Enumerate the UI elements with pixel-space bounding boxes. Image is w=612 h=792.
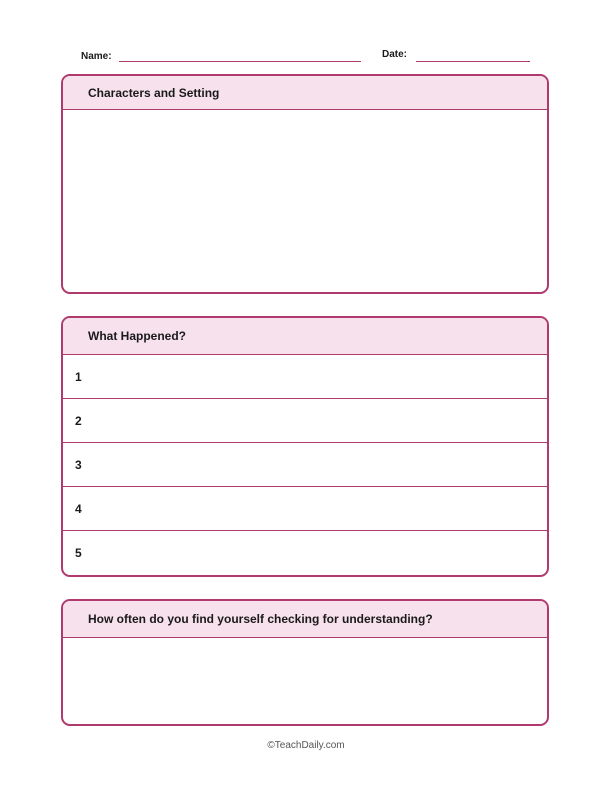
event-row-5[interactable]: 5 bbox=[75, 546, 82, 560]
understanding-box bbox=[61, 599, 549, 726]
event-row-2[interactable]: 2 bbox=[63, 399, 547, 443]
understanding-writing-area[interactable] bbox=[63, 638, 547, 724]
what-happened-box bbox=[61, 316, 549, 577]
characters-setting-box bbox=[61, 74, 549, 294]
event-row-1[interactable]: 1 bbox=[63, 355, 547, 399]
name-field[interactable] bbox=[119, 61, 361, 62]
what-happened-list bbox=[63, 355, 547, 575]
event-row-4[interactable]: 4 bbox=[63, 487, 547, 531]
understanding-title: How often do you find yourself checking for understanding? bbox=[63, 601, 547, 638]
characters-setting-writing-area[interactable] bbox=[63, 110, 547, 292]
characters-setting-title: Characters and Setting bbox=[63, 76, 547, 110]
event-row-3[interactable]: 3 bbox=[63, 443, 547, 487]
footer-copyright: ©TeachDaily.com bbox=[267, 740, 345, 751]
what-happened-title: What Happened? bbox=[63, 318, 547, 355]
name-label: Name: bbox=[81, 51, 112, 62]
date-label: Date: bbox=[382, 49, 408, 60]
date-field[interactable] bbox=[416, 61, 530, 62]
